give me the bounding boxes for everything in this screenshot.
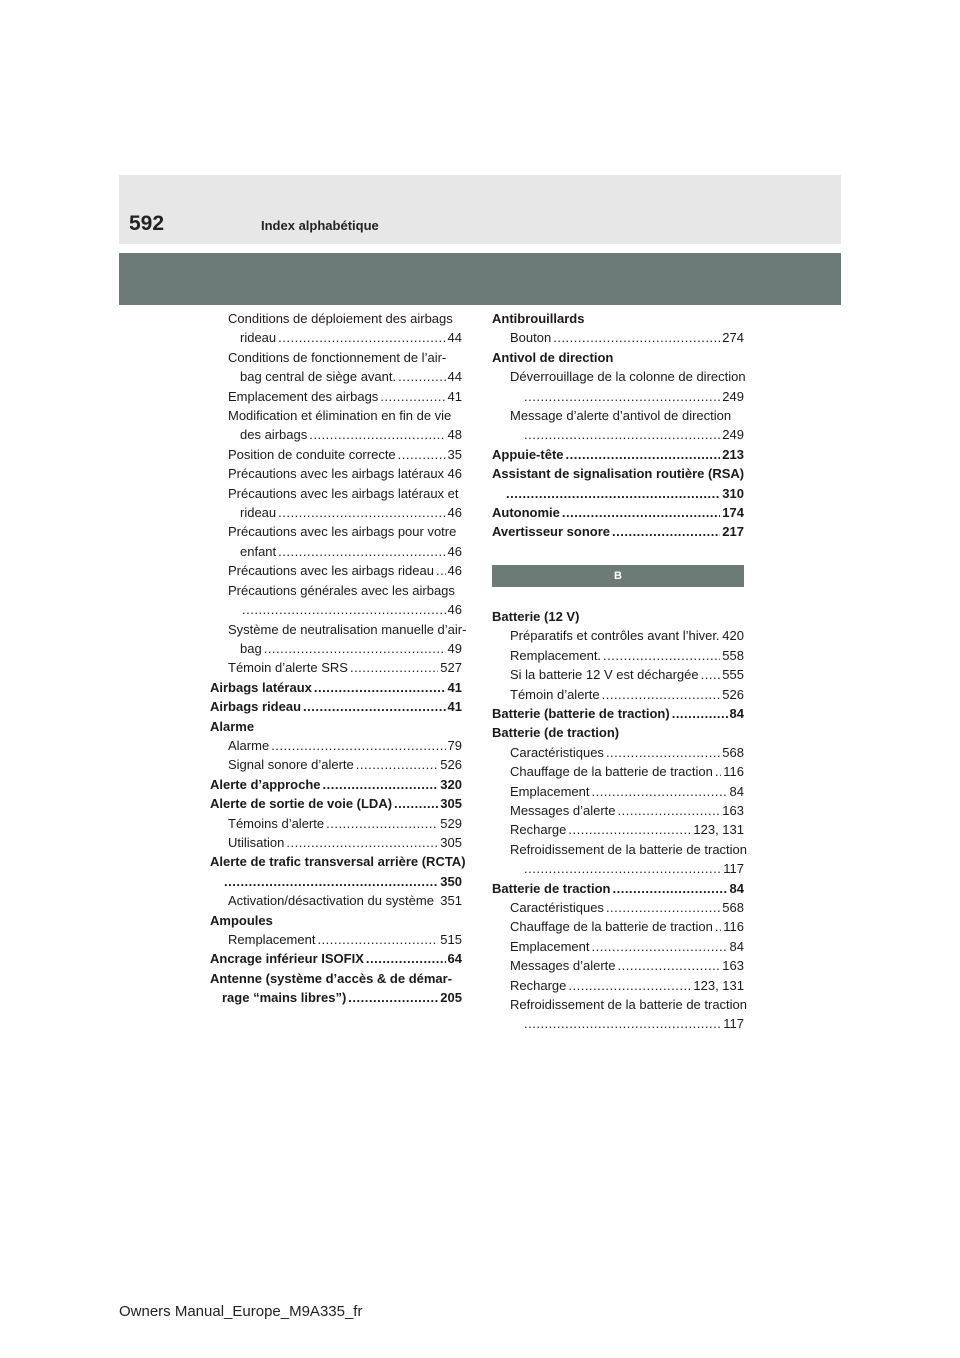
footer bbox=[119, 1303, 362, 1320]
entry-text: Remplacement bbox=[228, 932, 316, 947]
index-entry bbox=[210, 600, 462, 619]
leader-dots bbox=[398, 445, 446, 464]
entry-text: Recharge bbox=[510, 977, 567, 993]
leader-dots bbox=[701, 665, 721, 684]
index-entry bbox=[492, 704, 744, 723]
page-reference[interactable]: 46 bbox=[447, 602, 462, 618]
page-reference[interactable]: 46 bbox=[447, 563, 462, 579]
page-reference[interactable]: 527 bbox=[440, 660, 462, 676]
index-entry bbox=[210, 814, 462, 833]
entry-text: Témoins d’alerte bbox=[228, 815, 325, 831]
leader-dots bbox=[398, 367, 445, 386]
page-reference[interactable]: 529 bbox=[440, 815, 462, 831]
index-entry bbox=[210, 755, 462, 774]
index-entry bbox=[210, 775, 462, 794]
leader-dots bbox=[612, 879, 727, 898]
entry-text: bag bbox=[240, 640, 262, 656]
entry-text: Conditions de déploiement des airbags bbox=[228, 311, 453, 326]
index-entry bbox=[492, 387, 744, 406]
index-entry bbox=[492, 840, 748, 859]
index-entry bbox=[492, 917, 744, 936]
index-entry bbox=[210, 620, 467, 639]
leader-dots bbox=[618, 956, 721, 975]
entry-text: Batterie (12 V) bbox=[492, 608, 580, 624]
page-reference[interactable]: 48 bbox=[447, 427, 462, 443]
index-entry bbox=[492, 898, 744, 917]
leader-dots bbox=[566, 445, 721, 464]
leader-dots bbox=[524, 425, 720, 444]
page-reference[interactable]: 117 bbox=[723, 861, 744, 877]
page-reference[interactable]: 420 bbox=[722, 628, 744, 644]
index-entry bbox=[210, 387, 462, 406]
page-reference[interactable]: 555 bbox=[722, 667, 744, 683]
page-reference[interactable]: 568 bbox=[722, 744, 744, 760]
leader-dots bbox=[603, 646, 720, 665]
index-entry bbox=[210, 309, 462, 328]
index-column-left bbox=[210, 309, 467, 1008]
entry-text: bag central de siège avant. bbox=[240, 369, 397, 385]
entry-text: enfant bbox=[240, 543, 277, 559]
leader-dots bbox=[602, 685, 721, 704]
leader-dots bbox=[264, 639, 446, 658]
entry-text: Refroidissement de la batterie de traction bbox=[510, 841, 748, 857]
index-entry bbox=[492, 665, 744, 684]
index-entry bbox=[210, 348, 462, 367]
index-group-b bbox=[492, 607, 748, 1034]
leader-dots bbox=[394, 794, 438, 813]
index-entry bbox=[210, 911, 462, 930]
index-entry bbox=[492, 607, 744, 626]
leader-dots bbox=[553, 328, 720, 347]
page-reference[interactable]: 35 bbox=[447, 446, 462, 462]
entry-text: Emplacement bbox=[510, 783, 590, 799]
entry-text: Ampoules bbox=[210, 912, 273, 928]
page-reference[interactable]: 174 bbox=[722, 505, 744, 521]
page-reference[interactable]: 46 bbox=[447, 466, 462, 482]
index-entry bbox=[210, 794, 462, 813]
leader-dots bbox=[524, 859, 721, 878]
index-entry bbox=[492, 801, 744, 820]
page-reference[interactable]: 44 bbox=[447, 330, 462, 346]
page-reference[interactable]: 558 bbox=[722, 647, 744, 663]
section-banner bbox=[119, 253, 841, 305]
entry-text: Ancrage inférieur ISOFIX bbox=[210, 951, 364, 967]
page-reference[interactable]: 213 bbox=[722, 446, 744, 462]
leader-dots bbox=[715, 917, 721, 936]
index-entry bbox=[492, 956, 744, 975]
leader-dots bbox=[436, 561, 446, 580]
page-reference[interactable]: 84 bbox=[729, 705, 744, 721]
index-entry bbox=[492, 309, 744, 328]
index-entry bbox=[210, 833, 462, 852]
entry-text: Alerte de sortie de voie (LDA) bbox=[210, 796, 393, 812]
leader-dots bbox=[317, 930, 438, 949]
page-reference[interactable]: 123, 131 bbox=[693, 977, 744, 993]
index-entry bbox=[492, 743, 744, 762]
leader-dots bbox=[568, 976, 691, 995]
index-entry bbox=[210, 425, 462, 444]
letter-section-header: B bbox=[492, 565, 744, 587]
index-entry bbox=[492, 685, 744, 704]
page-reference[interactable]: 117 bbox=[723, 1016, 744, 1032]
entry-text: Conditions de fonctionnement de l’air- bbox=[228, 349, 447, 365]
leader-dots bbox=[303, 697, 446, 716]
leader-dots bbox=[309, 425, 445, 444]
index-entry bbox=[492, 879, 744, 898]
entry-text: Témoin d’alerte bbox=[510, 686, 600, 702]
index-entry bbox=[492, 484, 744, 503]
leader-dots bbox=[612, 522, 720, 541]
leader-dots bbox=[278, 328, 445, 347]
entry-text: Alarme bbox=[210, 718, 255, 734]
entry-text: rideau bbox=[240, 505, 277, 521]
leader-dots bbox=[606, 743, 720, 762]
entry-text: Utilisation bbox=[228, 834, 285, 850]
entry-text: Assistant de signalisation routière (RSA) bbox=[492, 466, 745, 482]
index-entry bbox=[492, 995, 748, 1014]
index-entry bbox=[210, 658, 462, 677]
index-entry bbox=[492, 522, 744, 541]
index-entry bbox=[492, 646, 744, 665]
page-reference[interactable]: 116 bbox=[723, 919, 744, 935]
entry-text: rideau bbox=[240, 330, 277, 346]
index-entry bbox=[492, 503, 744, 522]
leader-dots bbox=[506, 484, 720, 503]
entry-text: Antibrouillards bbox=[492, 311, 585, 326]
page-reference[interactable]: 526 bbox=[440, 757, 462, 773]
index-entry bbox=[492, 1014, 744, 1033]
entry-text: Précautions avec les airbags latéraux bbox=[228, 466, 445, 482]
header-band bbox=[119, 175, 841, 244]
index-entry bbox=[210, 969, 462, 988]
page-reference[interactable]: 41 bbox=[447, 699, 462, 715]
leader-dots bbox=[224, 872, 438, 891]
entry-text: Alerte de trafic transversal arrière (RCTA) bbox=[210, 854, 466, 870]
leader-dots bbox=[606, 898, 720, 917]
leader-dots bbox=[356, 755, 439, 774]
page-reference[interactable]: 49 bbox=[447, 640, 462, 656]
index-entry bbox=[210, 891, 462, 910]
entry-text: Avertisseur sonore bbox=[492, 524, 611, 540]
index-entry bbox=[210, 367, 462, 386]
entry-text: Message d’alerte d’antivol de direction bbox=[510, 408, 732, 424]
index-entry bbox=[210, 503, 462, 522]
leader-dots bbox=[715, 762, 721, 781]
index-entry bbox=[492, 762, 744, 781]
entry-text: Airbags rideau bbox=[210, 699, 302, 715]
page-reference[interactable]: 44 bbox=[447, 369, 462, 385]
index-entry bbox=[492, 820, 744, 839]
page-reference[interactable]: 46 bbox=[447, 543, 462, 559]
page-reference[interactable]: 515 bbox=[440, 932, 462, 947]
page-reference[interactable]: 41 bbox=[447, 388, 462, 404]
index-group-a bbox=[492, 309, 744, 542]
index-entry bbox=[210, 988, 462, 1007]
leader-dots bbox=[278, 542, 445, 561]
leader-dots bbox=[326, 814, 438, 833]
entry-text: Si la batterie 12 V est déchargée bbox=[510, 667, 699, 683]
page-reference[interactable]: 217 bbox=[722, 524, 744, 540]
index-entry bbox=[492, 445, 744, 464]
entry-text: Préparatifs et contrôles avant l’hiver. bbox=[510, 628, 720, 644]
index-entry bbox=[492, 626, 744, 645]
entry-text: Précautions avec les airbags latéraux et bbox=[228, 485, 459, 501]
index-entry bbox=[210, 581, 462, 600]
entry-text: Appuie-tête bbox=[492, 446, 564, 462]
page-reference[interactable]: 274 bbox=[722, 330, 744, 346]
section-title: Index alphabétique bbox=[261, 218, 379, 233]
index-entry bbox=[210, 561, 462, 580]
index-entry bbox=[492, 937, 744, 956]
index-entry bbox=[210, 406, 462, 425]
page-reference[interactable]: 163 bbox=[722, 958, 744, 974]
index-entry bbox=[492, 328, 744, 347]
page-reference[interactable]: 568 bbox=[722, 899, 744, 915]
index-entry bbox=[492, 348, 744, 367]
page-reference[interactable]: 350 bbox=[440, 873, 462, 889]
index-entry bbox=[210, 930, 462, 949]
page-reference[interactable]: 79 bbox=[447, 737, 462, 753]
page-reference[interactable]: 163 bbox=[722, 802, 744, 818]
entry-text: Signal sonore d’alerte bbox=[228, 757, 354, 773]
entry-text: Remplacement. bbox=[510, 647, 602, 663]
footer-text: Owners Manual_Europe_M9A335_fr bbox=[119, 1303, 363, 1320]
entry-text: Système de neutralisation manuelle d’air- bbox=[228, 621, 467, 637]
index-entry bbox=[210, 872, 462, 891]
entry-text: Antenne (système d’accès & de démar- bbox=[210, 970, 453, 986]
page-reference[interactable]: 123, 131 bbox=[693, 822, 744, 838]
index-entry bbox=[210, 736, 462, 755]
entry-text: des airbags bbox=[240, 427, 308, 443]
leader-dots bbox=[380, 387, 445, 406]
entry-text: Modification et élimination en fin de vie bbox=[228, 408, 452, 424]
entry-text: Antivol de direction bbox=[492, 349, 614, 365]
leader-dots bbox=[562, 503, 720, 522]
leader-dots bbox=[568, 820, 691, 839]
leader-dots bbox=[591, 782, 727, 801]
page-reference[interactable]: 305 bbox=[440, 834, 462, 850]
page-reference[interactable]: 320 bbox=[440, 776, 462, 792]
index-entry bbox=[210, 522, 462, 541]
index-entry bbox=[210, 717, 462, 736]
entry-text: Batterie (batterie de traction) bbox=[492, 705, 670, 721]
index-entry bbox=[210, 697, 462, 716]
page-reference[interactable]: 205 bbox=[440, 990, 462, 1006]
index-entry bbox=[210, 445, 462, 464]
leader-dots bbox=[672, 704, 728, 723]
entry-text: Position de conduite correcte bbox=[228, 446, 396, 462]
index-entry bbox=[210, 852, 466, 871]
index-entry bbox=[492, 782, 744, 801]
entry-text: Caractéristiques bbox=[510, 899, 604, 915]
entry-text: Emplacement bbox=[510, 938, 590, 954]
entry-text: Activation/désactivation du système bbox=[228, 893, 434, 909]
index-entry bbox=[492, 859, 744, 878]
page-reference[interactable]: 310 bbox=[722, 485, 744, 501]
index-entry bbox=[492, 976, 744, 995]
index-entry bbox=[210, 484, 462, 503]
index-entry bbox=[210, 678, 462, 697]
leader-dots bbox=[314, 678, 446, 697]
index-entry bbox=[492, 425, 744, 444]
entry-text: rage “mains libres”) bbox=[222, 990, 347, 1006]
entry-text: Batterie de traction bbox=[492, 880, 611, 896]
page-reference[interactable]: 84 bbox=[729, 880, 744, 896]
entry-text: Airbags latéraux bbox=[210, 679, 312, 695]
index-entry bbox=[492, 367, 744, 386]
index-column-right bbox=[492, 309, 748, 1034]
page-reference[interactable]: 41 bbox=[447, 679, 462, 695]
entry-text: Bouton bbox=[510, 330, 552, 346]
entry-text: Messages d’alerte bbox=[510, 958, 616, 974]
leader-dots bbox=[618, 801, 721, 820]
entry-text: Précautions générales avec les airbags bbox=[228, 582, 455, 598]
leader-dots bbox=[323, 775, 439, 794]
entry-text: Alerte d’approche bbox=[210, 776, 321, 792]
index-entry bbox=[492, 464, 744, 483]
entry-text: Déverrouillage de la colonne de direction bbox=[510, 369, 746, 385]
page-reference[interactable]: 84 bbox=[729, 783, 744, 799]
page-number: 592 bbox=[129, 212, 165, 235]
index-entry bbox=[210, 949, 462, 968]
entry-text: Batterie (de traction) bbox=[492, 725, 620, 741]
entry-text: Précautions avec les airbags pour votre bbox=[228, 524, 457, 540]
entry-text: Messages d’alerte bbox=[510, 802, 616, 818]
leader-dots bbox=[278, 503, 445, 522]
entry-text: Témoin d’alerte SRS bbox=[228, 660, 348, 676]
index-entry bbox=[210, 464, 462, 483]
page-reference[interactable]: 64 bbox=[447, 951, 462, 967]
leader-dots bbox=[286, 833, 438, 852]
entry-text: Recharge bbox=[510, 822, 567, 838]
leader-dots bbox=[350, 658, 438, 677]
entry-text: Emplacement des airbags bbox=[228, 388, 379, 404]
entry-text: Caractéristiques bbox=[510, 744, 604, 760]
entry-text: Alarme bbox=[228, 737, 270, 753]
page-reference[interactable]: 46 bbox=[447, 505, 462, 521]
entry-text: Refroidissement de la batterie de traction bbox=[510, 997, 748, 1012]
index-entry bbox=[210, 542, 462, 561]
page-reference[interactable]: 305 bbox=[440, 796, 462, 812]
index-entry bbox=[492, 723, 744, 742]
page-reference[interactable]: 526 bbox=[722, 686, 744, 702]
entry-text: Précautions avec les airbags rideau bbox=[228, 563, 434, 579]
page-reference[interactable]: 351 bbox=[440, 893, 462, 909]
entry-text: Autonomie bbox=[492, 505, 560, 521]
leader-dots bbox=[366, 949, 446, 968]
index-entry bbox=[210, 328, 462, 347]
page-reference[interactable]: 84 bbox=[729, 938, 744, 954]
leader-dots bbox=[348, 988, 438, 1007]
leader-dots bbox=[242, 600, 446, 619]
index-entry bbox=[210, 639, 462, 658]
entry-text: Chauffage de la batterie de traction bbox=[510, 764, 713, 780]
page-reference[interactable]: 116 bbox=[723, 764, 744, 780]
leader-dots bbox=[524, 387, 720, 406]
leader-dots bbox=[591, 937, 727, 956]
index-entry bbox=[492, 406, 744, 425]
leader-dots bbox=[524, 1014, 721, 1033]
page-reference[interactable]: 249 bbox=[722, 427, 744, 443]
entry-text: Chauffage de la batterie de traction bbox=[510, 919, 713, 935]
leader-dots bbox=[271, 736, 445, 755]
page-reference[interactable]: 249 bbox=[722, 388, 744, 404]
